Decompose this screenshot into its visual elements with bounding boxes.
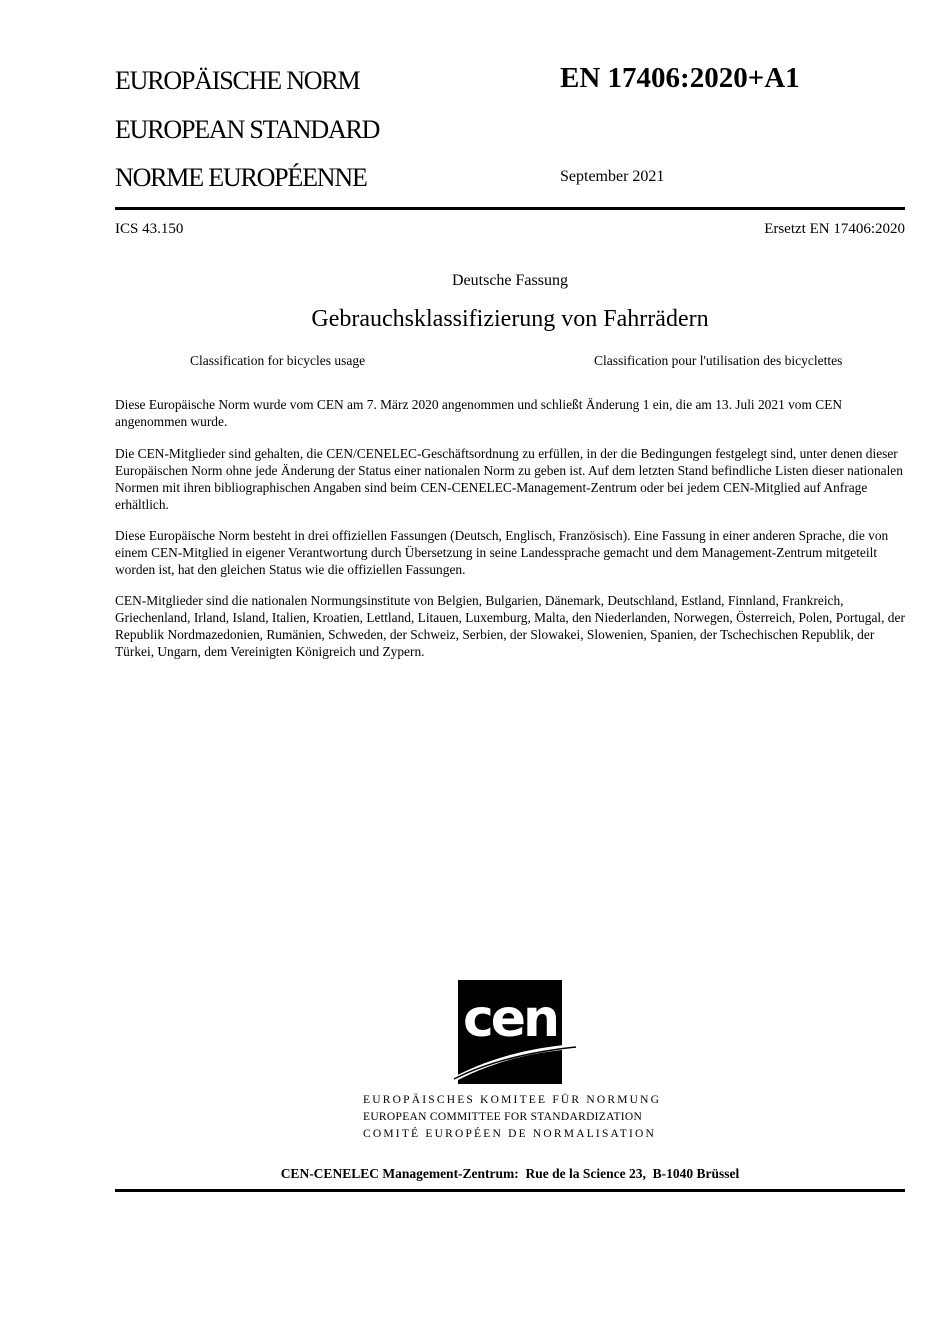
- committee-name-de: EUROPÄISCHES KOMITEE FÜR NORMUNG: [363, 1094, 662, 1106]
- paragraph-members: CEN-Mitglieder sind die nationalen Normungsinstitute von Belgien, Bulgarien, Dänemark, Deutschland, Estland, Finnland, Frankreich, Griechenland, Irland, Island, Italien, Kroatien, Lettland, Litauen, Luxemburg, Malta, den Niederlanden, Norwegen, Österreich, Polen, Portugal, der Republik Nordmazedonien, Rumänien, Schweden, der Schweiz, Serbien, der Slowakei, Slowenien, Spanien, der Tschechischen Republik, der Türkei, Ungarn, dem Vereinigten Königreich und Zypern.: [115, 593, 905, 659]
- norm-title-en: EUROPEAN STANDARD: [115, 115, 380, 144]
- ics-code: ICS 43.150: [115, 221, 184, 237]
- paragraph-obligations: Die CEN-Mitglieder sind gehalten, die CEN/CENELEC-Geschäftsordnung zu erfüllen, in der die Bedingungen festgelegt sind, unter denen dieser Europäischen Norm ohne jede Änderung der Status einer nationalen Norm zu geben ist. Auf dem letzten Stand befindliche Listen dieser nationalen Normen mit ihren bibliographischen Angaben sind beim CEN-CENELEC-Management-Zentrum oder bei jedem CEN-Mitglied auf Anfrage erhältlich.: [115, 446, 903, 512]
- committee-name-fr: COMITÉ EUROPÉEN DE NORMALISATION: [363, 1128, 657, 1140]
- title-french: Classification pour l'utilisation des bicyclettes: [594, 353, 843, 368]
- norm-title-de: EUROPÄISCHE NORM: [115, 66, 360, 95]
- title-english: Classification for bicycles usage: [190, 353, 366, 368]
- publication-date: September 2021: [560, 168, 665, 185]
- management-centre-address: CEN-CENELEC Management-Zentrum: Rue de la Science 23, B-1040 Brüssel: [280, 1166, 740, 1181]
- replaces-note: Ersetzt EN 17406:2020: [764, 221, 905, 237]
- footer-divider: [115, 1189, 905, 1192]
- version-label: Deutsche Fassung: [452, 272, 568, 289]
- standard-number: EN 17406:2020+A1: [560, 62, 800, 94]
- paragraph-adoption: Diese Europäische Norm wurde vom CEN am 7. März 2020 angenommen und schließt Änderung 1 ein, die am 13. Juli 2021 vom CEN angenommen wurde.: [115, 397, 843, 429]
- committee-name-en: EUROPEAN COMMITTEE FOR STANDARDIZATION: [363, 1111, 643, 1123]
- document-title: Gebrauchsklassifizierung von Fahrrädern: [311, 306, 709, 332]
- cen-logo-icon: [444, 978, 576, 1086]
- cen-logo-text: cen: [462, 989, 558, 1049]
- paragraph-languages: Diese Europäische Norm besteht in drei offiziellen Fassungen (Deutsch, Englisch, Französisch). Eine Fassung in einer anderen Sprache, die von einem CEN-Mitglied in eigener Verantwortung durch Übersetzung in seine Landessprache gemacht und dem Management-Zentrum mitgeteilt worden ist, hat den gleichen Status wie die offiziellen Fassungen.: [115, 528, 889, 577]
- norm-title-fr: NORME EUROPÉENNE: [115, 163, 367, 192]
- header-divider: [115, 207, 905, 210]
